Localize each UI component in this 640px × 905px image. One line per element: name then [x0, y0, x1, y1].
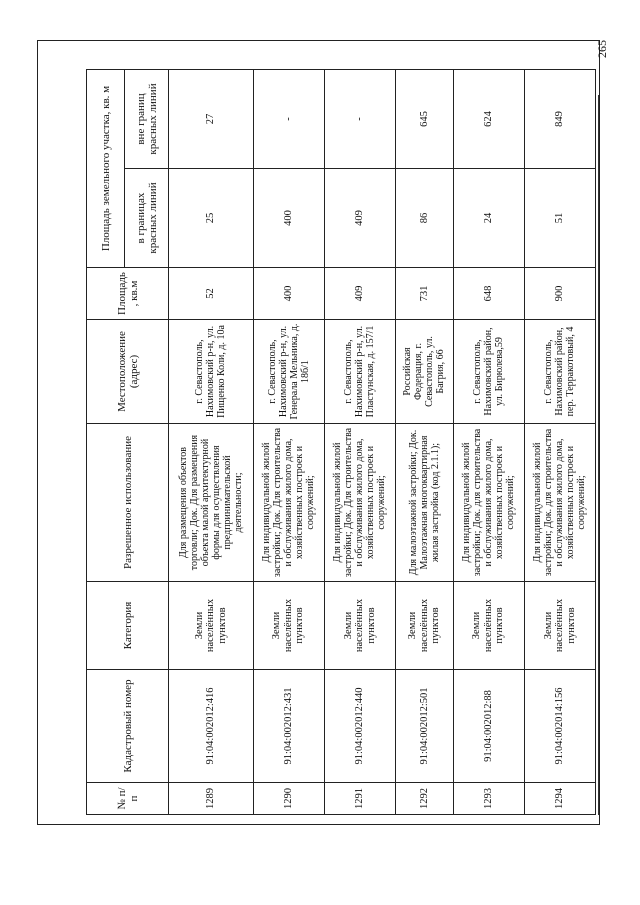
- cell-area: 400: [253, 268, 324, 320]
- cell-category: Земли населённых пунктов: [524, 582, 595, 670]
- cell-cadastral: 91:04:002014:156: [524, 670, 595, 783]
- header-inside: в границах красных линий: [125, 169, 169, 268]
- cell-use: Для индивидуальной жилой застройки; Док. Для строительства и обслуживания жилого дома, хозяйственных построек и сооружений;: [324, 424, 395, 582]
- page-number: 265: [595, 40, 609, 58]
- cell-cadastral: 91:04:002012:88: [453, 670, 524, 783]
- land-plots-table: [86, 69, 596, 815]
- cell-category: Земли населённых пунктов: [395, 582, 453, 670]
- header-land-area: Площадь земельного участка, кв. м: [87, 69, 125, 267]
- cell-inside: 25: [169, 169, 254, 268]
- cell-category: Земли населённых пунктов: [253, 582, 324, 670]
- cell-area: 731: [395, 268, 453, 320]
- cell-area: 52: [169, 268, 254, 320]
- cell-address: г. Севастополь, Нахимовский р-н, ул. Пластунская, д. 157/1: [324, 320, 395, 424]
- cell-outside: 849: [524, 69, 595, 168]
- cell-category: Земли населённых пунктов: [453, 582, 524, 670]
- header-cadastral: Кадастровый номер: [87, 670, 169, 783]
- cell-outside: 27: [169, 69, 254, 168]
- cell-area: 409: [324, 268, 395, 320]
- header-num: № п/п: [87, 783, 169, 815]
- cell-outside: 624: [453, 69, 524, 168]
- cell-category: Земли населённых пунктов: [169, 582, 254, 670]
- cell-inside: 86: [395, 169, 453, 268]
- cell-address: г. Севастополь, Нахимовский р-н, ул. Генерала Мельника, д. 18б/1: [253, 320, 324, 424]
- cell-use: Для индивидуальной жилой застройки; Док. для строительства и обслуживания жилого дома, хозяйственных построек и сооружений;: [524, 424, 595, 582]
- cell-inside: 409: [324, 169, 395, 268]
- cell-outside: -: [324, 69, 395, 168]
- cell-use: Для индивидуальной жилой застройки; Док. для строительства и обслуживания жилого дома, хозяйственных построек и сооружений;: [453, 424, 524, 582]
- table-row: [395, 69, 453, 814]
- cell-cadastral: 91:04:002012:501: [395, 670, 453, 783]
- footer-rule: [598, 95, 599, 815]
- cell-num: 1289: [169, 783, 254, 815]
- cell-cadastral: 91:04:002012:431: [253, 670, 324, 783]
- cell-area: 900: [524, 268, 595, 320]
- cell-num: 1290: [253, 783, 324, 815]
- cell-use: Для размещения объектов торговли; Док. Для размещения объекта малой архитектурной формы для осуществления предпринимательской деятельности;: [169, 424, 254, 582]
- table-row: [253, 69, 324, 814]
- cell-address: г. Севастополь, Нахимовский р-н, ул. Пищенко Коли, д. 10а: [169, 320, 254, 424]
- rotated-table-wrapper: [86, 70, 596, 815]
- cell-use: Для малоэтажной застройки; Док. Малоэтажная многоквартирная жилая застройка (код 2.1.1);: [395, 424, 453, 582]
- cell-address: г. Севастополь, Нахимовский район, ул. Бирюлева,59: [453, 320, 524, 424]
- cell-use: Для индивидуальной жилой застройки; Док. Для строительства и обслуживания жилого дома, хозяйственных построек и сооружений;: [253, 424, 324, 582]
- table-row: [324, 69, 395, 814]
- table-row: [524, 69, 595, 814]
- cell-outside: -: [253, 69, 324, 168]
- cell-address: г. Севастополь, Нахимовский район, пер. Терракотовый, 4: [524, 320, 595, 424]
- cell-area: 648: [453, 268, 524, 320]
- header-use: Разрешенное использование: [87, 424, 169, 582]
- cell-address: Российская Федерация, г. Севастополь, ул. Багрия, 66: [395, 320, 453, 424]
- header-outside: вне границ красных линий: [125, 69, 169, 168]
- cell-inside: 51: [524, 169, 595, 268]
- cell-category: Земли населённых пунктов: [324, 582, 395, 670]
- cell-cadastral: 91:04:002012:416: [169, 670, 254, 783]
- cell-inside: 24: [453, 169, 524, 268]
- header-category: Категория: [87, 582, 169, 670]
- header-area: Площадь, кв.м: [87, 268, 169, 320]
- table-row: [169, 69, 254, 814]
- cell-cadastral: 91:04:002012:440: [324, 670, 395, 783]
- cell-num: 1291: [324, 783, 395, 815]
- cell-num: 1293: [453, 783, 524, 815]
- table-row: [453, 69, 524, 814]
- cell-inside: 400: [253, 169, 324, 268]
- cell-num: 1292: [395, 783, 453, 815]
- header-address: Местоположение (адрес): [87, 320, 169, 424]
- cell-num: 1294: [524, 783, 595, 815]
- cell-outside: 645: [395, 69, 453, 168]
